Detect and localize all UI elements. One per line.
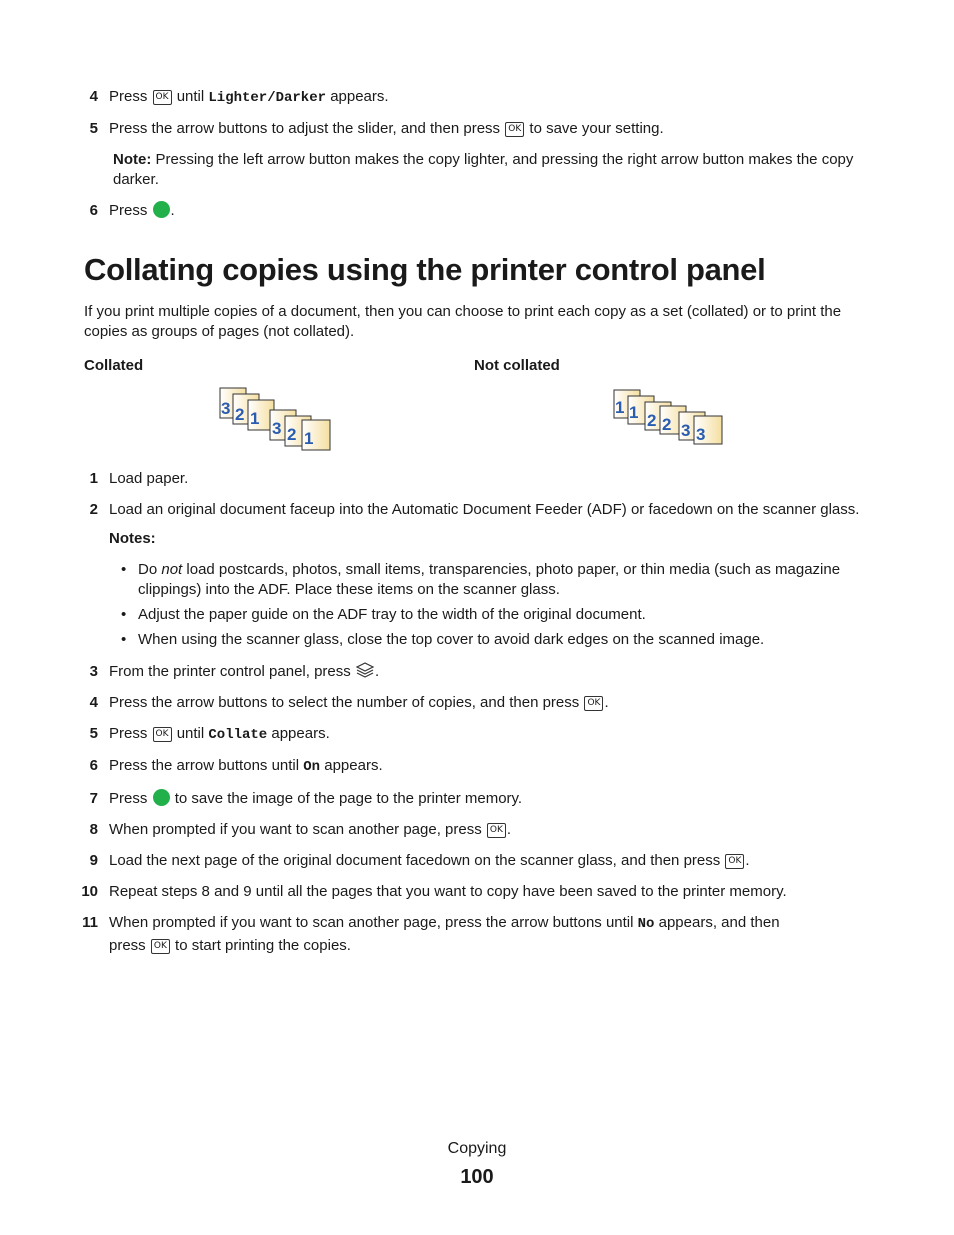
- step-2: 2 Load an original document faceup into the Automatic Document Feeder (ADF) or facedown on the scanner glass.: [89, 501, 860, 518]
- collated-pages-icon: [218, 386, 333, 452]
- not-collated-illustration: [612, 388, 727, 452]
- display-text: No: [637, 916, 655, 932]
- list-item: • Adjust the paper guide on the ADF tray to the width of the original document.: [121, 606, 646, 623]
- page-digit: 3: [681, 421, 691, 440]
- page-digit: 1: [615, 398, 625, 417]
- copy-icon: [355, 661, 375, 679]
- footer-section: Copying: [447, 1140, 507, 1157]
- page-number: 100: [460, 1166, 494, 1188]
- ok-button-icon: OK: [153, 90, 172, 105]
- step-11: 11 When prompted if you want to scan another page, press the arrow buttons until No appears, and then: [82, 914, 780, 932]
- step-1: 1 Load paper.: [89, 470, 189, 487]
- display-text: On: [303, 759, 321, 775]
- display-text: Collate: [208, 727, 268, 743]
- list-item: • When using the scanner glass, close the top cover to avoid dark edges on the scanned image.: [121, 631, 765, 648]
- page-digit: 3: [221, 399, 231, 418]
- step-10: 10 Repeat steps 8 and 9 until all the pages that you want to copy have been saved to the printer memory.: [81, 883, 787, 900]
- display-text: Lighter/Darker: [208, 90, 327, 106]
- collated-illustration: [218, 386, 333, 456]
- page-digit: 1: [304, 429, 314, 448]
- ok-button-icon: OK: [151, 939, 170, 954]
- step-5: 5 Press OK until Collate appears.: [89, 725, 330, 743]
- collated-label: Collated: [84, 357, 144, 374]
- not-collated-label: Not collated: [474, 357, 560, 374]
- ok-button-icon: OK: [505, 122, 524, 137]
- step-6: 6 Press the arrow buttons until On appears.: [89, 757, 383, 775]
- step-5-top: 5 Press the arrow buttons to adjust the slider, and then press OK to save your setting.: [89, 120, 664, 137]
- not-collated-pages-icon: [612, 388, 727, 448]
- section-heading: Collating copies using the printer control panel: [84, 252, 766, 287]
- page-digit: 2: [662, 415, 672, 434]
- ok-button-icon: OK: [725, 854, 744, 869]
- page-digit: 2: [235, 405, 245, 424]
- page-digit: 2: [647, 411, 657, 430]
- step-11-continued: press OK to start printing the copies.: [109, 937, 351, 954]
- bullet-icon: •: [121, 631, 127, 648]
- step-8: 8 When prompted if you want to scan another page, press OK .: [89, 821, 512, 838]
- ok-button-icon: OK: [487, 823, 506, 838]
- note-top: Note: Pressing the left arrow button makes the copy lighter, and pressing the right arrow button makes the copy darker.: [113, 151, 854, 188]
- page-digit: 1: [629, 403, 639, 422]
- step-6-top: 6 Press .: [89, 202, 175, 219]
- step-4-top: 4 Press OK until Lighter/Darker appears.: [89, 88, 389, 106]
- step-4: 4 Press the arrow buttons to select the number of copies, and then press OK .: [89, 694, 609, 711]
- list-item: • Do not load postcards, photos, small items, transparencies, photo paper, or thin media (such as magazine clippings) into the ADF. Place these items on the scanner glass.: [121, 561, 841, 598]
- page-digit: 3: [696, 425, 706, 444]
- step-3: 3 From the printer control panel, press .: [89, 663, 380, 680]
- start-button-icon: [153, 789, 170, 806]
- intro-paragraph: If you print multiple copies of a document, then you can choose to print each copy as a set (collated) or to print the copies as groups of pages (not collated).: [84, 303, 842, 340]
- page-digit: 3: [272, 419, 282, 438]
- ok-button-icon: OK: [153, 727, 172, 742]
- step-9: 9 Load the next page of the original document facedown on the scanner glass, and then press OK .: [89, 852, 750, 869]
- ok-button-icon: OK: [584, 696, 603, 711]
- step-7: 7 Press to save the image of the page to the printer memory.: [89, 790, 523, 807]
- bullet-icon: •: [121, 561, 127, 578]
- start-button-icon: [153, 201, 170, 218]
- notes-label: Notes:: [109, 530, 156, 547]
- page-digit: 2: [287, 425, 297, 444]
- page-digit: 1: [250, 409, 260, 428]
- bullet-icon: •: [121, 606, 127, 623]
